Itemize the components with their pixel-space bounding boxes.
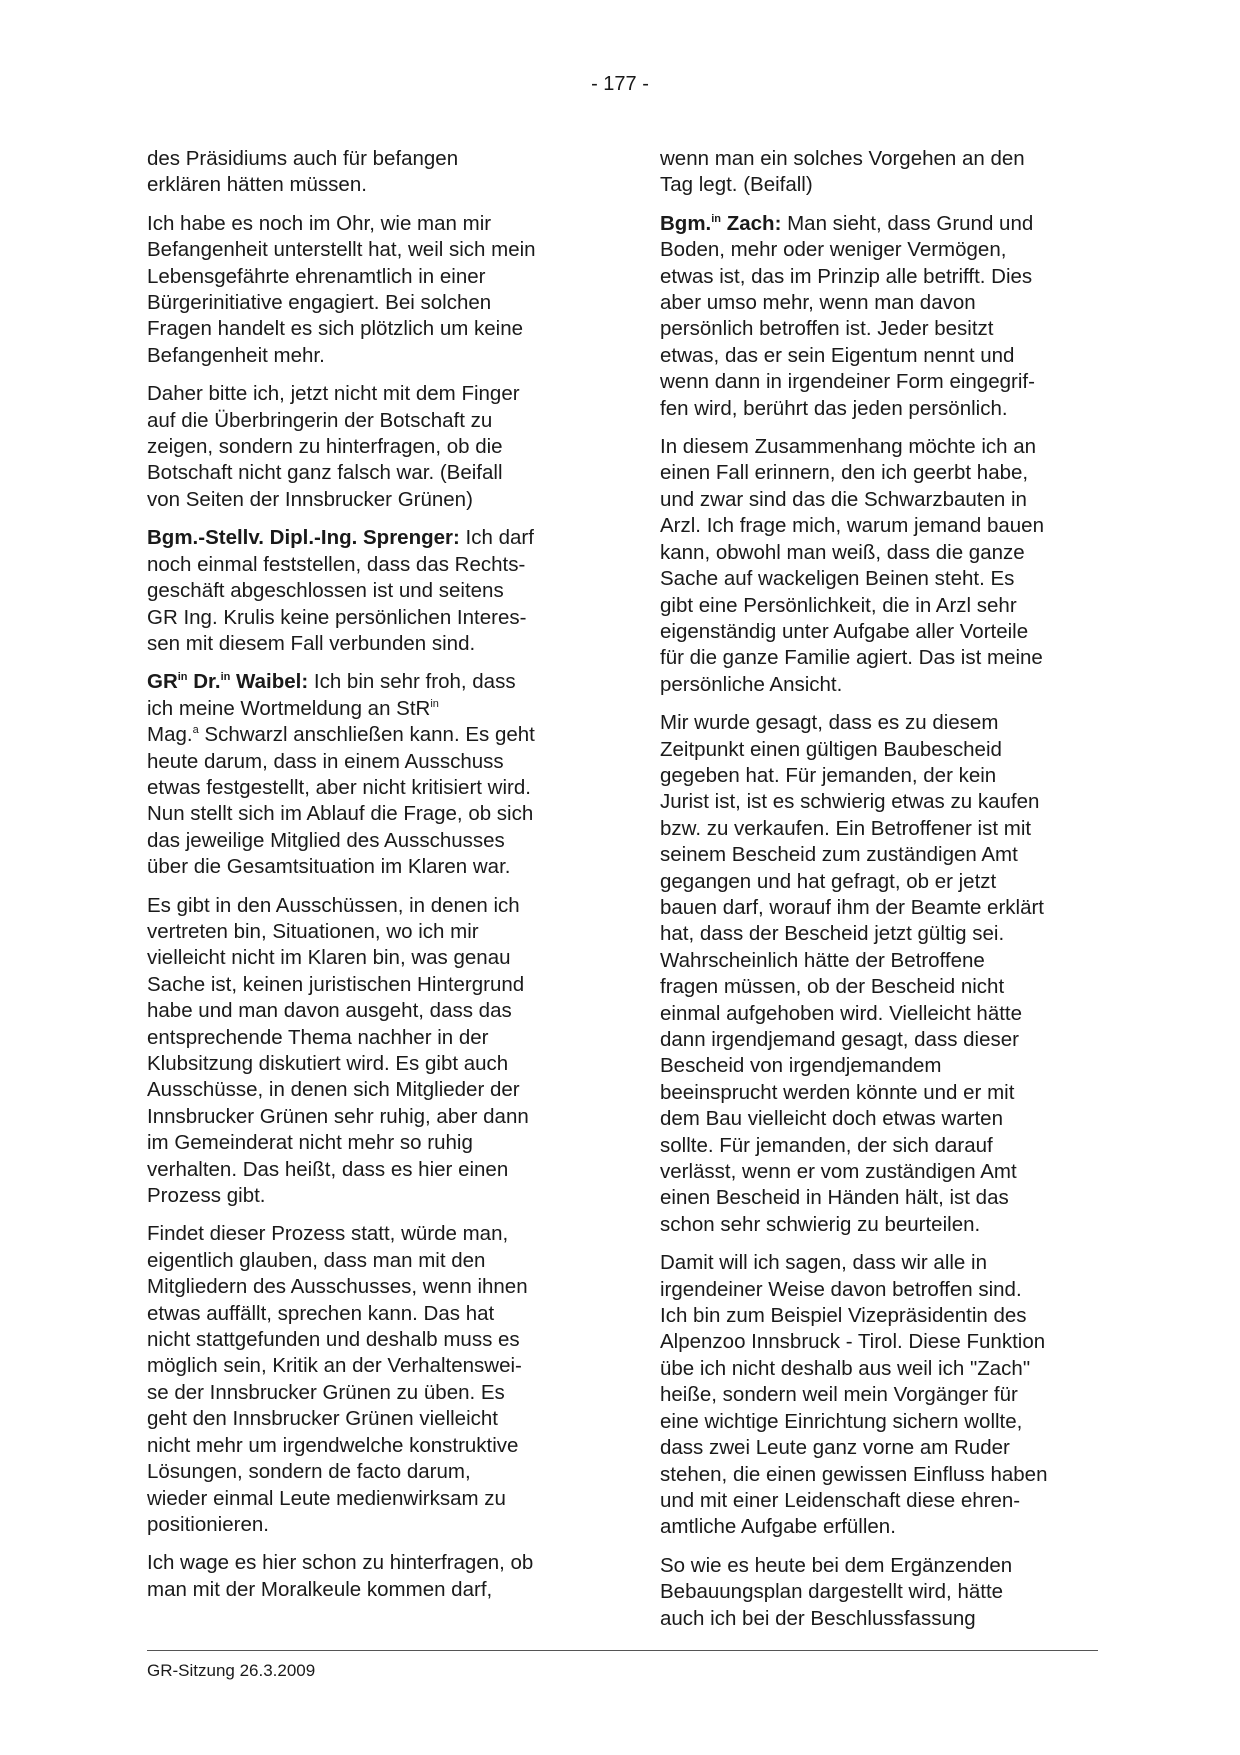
paragraph-text: Man sieht, dass Grund und Boden, mehr oder weniger Vermögen, etwas ist, das im Prinzip alle betrifft. Dies aber umso mehr, wenn man davon persönlich betroffen ist. Jeder besitzt etwas, das er sein Eigentum nennt und wenn dann in irgendeiner Form eingegrif- fen wird, berührt das jeden persönlich. xyxy=(660,211,1035,420)
paragraph xyxy=(147,381,585,513)
paragraph-text: Daher bitte ich, jetzt nicht mit dem Finger auf die Überbringerin der Botschaft zu zeigen, sondern zu hinterfragen, ob die Botschaft nicht ganz falsch war. (Beifall von Seiten der Innsbrucker Grünen) xyxy=(147,382,520,511)
paragraph-text: So wie es heute bei dem Ergänzenden Bebauungsplan dargestellt wird, hätte auch ich bei der Beschlussfassung xyxy=(660,1553,1013,1630)
paragraph xyxy=(660,434,1098,698)
speaker-title: Dr. xyxy=(187,670,221,694)
superscript: in xyxy=(177,671,188,684)
footer-divider xyxy=(147,1650,1098,1651)
speech-sprenger xyxy=(147,525,585,657)
paragraph xyxy=(660,710,1098,1238)
paragraph-text: Ich bin sehr froh, dass ich meine Wortmeldung an StR xyxy=(147,670,516,720)
paragraph xyxy=(147,893,585,1210)
paragraph xyxy=(147,211,585,369)
paragraph-text: Damit will ich sagen, dass wir alle in irgendeiner Weise davon betroffen sind. Ich bin zum Beispiel Vizepräsidentin des Alpenzoo Innsbruck - Tirol. Diese Funktion übe ich nicht deshalb aus weil ich "Zach" heiße, sondern weil mein Vorgänger für eine wichtige Einrichtung sichern wollte, dass zwei Leute ganz vorne am Ruder stehen, die einen gewissen Einfluss haben und mit einer Leidenschaft diese ehren- amtliche Aufgabe erfüllen. xyxy=(660,1251,1048,1539)
superscript: in xyxy=(711,212,722,225)
paragraph-text: Ich darf noch einmal feststellen, dass das Rechts- geschäft abgeschlossen ist und seitens GR Ing. Krulis keine persönlichen Interes- sen mit diesem Fall verbunden sind. xyxy=(147,526,534,655)
speaker-title: Bgm. xyxy=(660,211,712,235)
footer-text: GR-Sitzung 26.3.2009 xyxy=(147,1661,316,1680)
paragraph-text: Schwarzl anschließen kann. Es geht heute darum, dass in einem Ausschuss etwas festgestellt, aber nicht kritisiert wird. Nun stellt sich im Ablauf die Frage, ob sich das jeweilige Mitglied des Ausschusses über die Gesamtsituation im Klaren war. xyxy=(147,723,535,879)
paragraph-text: In diesem Zusammenhang möchte ich an einen Fall erinnern, den ich geerbt habe, und zwar sind das die Schwarzbauten in Arzl. Ich frage mich, warum jemand bauen kann, obwohl man weiß, dass die ganze Sache auf wackeligen Beinen steht. Es gibt eine Persönlichkeit, die in Arzl sehr eigenständig unter Aufgabe aller Vorteile für die ganze Familie agiert. Das ist meine persönliche Ansicht. xyxy=(660,435,1044,696)
paragraph-text: Findet dieser Prozess statt, würde man, eigentlich glauben, dass man mit den Mitgliedern des Ausschusses, wenn ihnen etwas auffällt, sprechen kann. Das hat nicht stattgefunden und deshalb muss es möglich sein, Kritik an der Verhaltenswei- se der Innsbrucker Grünen zu üben. Es geht den Innsbrucker Grünen vielleicht nicht mehr um irgendwelche konstruktive Lösungen, sondern de facto darum, wieder einmal Leute medienwirksam zu positionieren. xyxy=(147,1222,528,1536)
superscript: in xyxy=(430,697,439,710)
speaker-name: Bgm.-Stellv. Dipl.-Ing. Sprenger: xyxy=(147,526,460,550)
paragraph xyxy=(147,1221,585,1538)
paragraph-text: Mag. xyxy=(147,723,193,747)
paragraph xyxy=(147,146,585,199)
right-column xyxy=(660,146,1098,1644)
speaker-surname: Waibel: xyxy=(230,670,309,694)
speaker-title: GR xyxy=(147,670,178,694)
speaker-name xyxy=(147,670,308,693)
paragraph-text: Ich habe es noch im Ohr, wie man mir Befangenheit unterstellt hat, weil sich mein Lebensgefährte ehrenamtlich in einer Bürgerinitiative engagiert. Bei solchen Fragen handelt es sich plötzlich um keine Befangenheit mehr. xyxy=(147,211,536,367)
speech-waibel xyxy=(147,669,585,880)
paragraph xyxy=(660,1553,1098,1632)
paragraph-text: des Präsidiums auch für befangen erklären hätten müssen. xyxy=(147,147,459,197)
paragraph xyxy=(660,1250,1098,1540)
paragraph xyxy=(660,146,1098,199)
speaker-name xyxy=(660,212,781,235)
left-column xyxy=(147,146,585,1615)
paragraph xyxy=(147,1550,585,1603)
superscript: in xyxy=(220,671,231,684)
paragraph-text: Mir wurde gesagt, dass es zu diesem Zeitpunkt einen gültigen Baubescheid gegeben hat. Für jemanden, der kein Jurist ist, ist es schwierig etwas zu kaufen bzw. zu verkaufen. Ein Betroffener ist mit seinem Bescheid zum zuständigen Amt gegangen und hat gefragt, ob er jetzt bauen darf, worauf ihm der Beamte erklärt hat, dass der Bescheid jetzt gültig sei. Wahrscheinlich hätte der Betroffene fragen müssen, ob der Bescheid nicht einmal aufgehoben wird. Vielleicht hätte dann irgendjemand gesagt, dass dieser Bescheid von irgendjemandem beeinsprucht werden könnte und er mit dem Bau vielleicht doch etwas warten sollte. Für jemanden, der sich darauf verlässt, wenn er vom zuständigen Amt einen Bescheid in Händen hält, ist das schon sehr schwierig zu beurteilen. xyxy=(660,711,1044,1236)
paragraph-text: Es gibt in den Ausschüssen, in denen ich vertreten bin, Situationen, wo ich mir vielleicht nicht im Klaren bin, was genau Sache ist, keinen juristischen Hintergrund habe und man davon ausgeht, dass das entsprechende Thema nachher in der Klubsitzung diskutiert wird. Es gibt auch Ausschüsse, in denen sich Mitglieder der Innsbrucker Grünen sehr ruhig, aber dann im Gemeinderat nicht mehr so ruhig verhalten. Das heißt, dass es hier einen Prozess gibt. xyxy=(147,893,529,1208)
speech-zach xyxy=(660,211,1098,422)
speaker-surname: Zach: xyxy=(721,211,782,235)
paragraph-text: wenn man ein solches Vorgehen an den Tag legt. (Beifall) xyxy=(660,147,1025,197)
page-number: - 177 - xyxy=(591,73,649,95)
superscript: a xyxy=(192,723,199,736)
paragraph-text: Ich wage es hier schon zu hinterfragen, ob man mit der Moralkeule kommen darf, xyxy=(147,1551,534,1601)
